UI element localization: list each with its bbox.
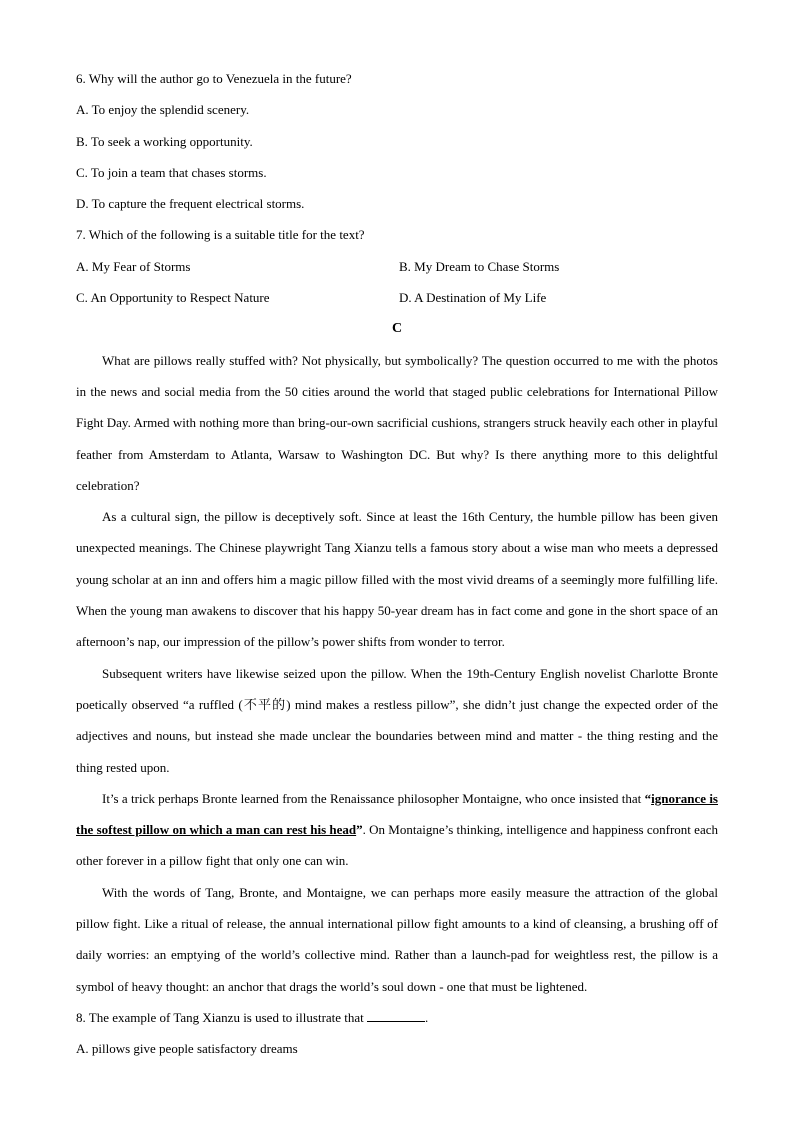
question-8-stem [76, 1002, 718, 1033]
passage-paragraph-4 [76, 783, 718, 877]
question-7-stem: 7. Which of the following is a suitable title for the text? [76, 227, 365, 243]
question-8-option-a: A. pillows give people satisfactory dreams [76, 1041, 298, 1057]
question-6-option-d: D. To capture the frequent electrical storms. [76, 196, 305, 212]
quote-close-mark: ” [356, 822, 363, 838]
question-6-option-a: A. To enjoy the splendid scenery. [76, 102, 250, 118]
question-7-options-row-1 [76, 251, 718, 282]
question-7-option-d: D. A Destination of My Life [399, 290, 547, 306]
question-8-stem-text: 8. The example of Tang Xianzu is used to illustrate that [76, 1009, 368, 1025]
question-7-option-b: B. My Dream to Chase Storms [399, 258, 560, 274]
passage-paragraph-2: As a cultural sign, the pillow is deceptively soft. Since at least the 16th Century, the humble pillow has been given unexpected meanings. The Chinese playwright Tang Xianzu tells a famous story about a wise man who meets a depressed young scholar at an inn and offers him a magic pillow filled with the most vivid dreams of a seemingly more fulfilling life. When the young man awakens to discover that his happy 50-year dream has in fact come and gone in the short space of an afternoon’s nap, our impression of the pillow’s power shifts from wonder to terror. [76, 509, 718, 650]
quote-open-mark: “ [644, 790, 652, 806]
passage-paragraph-1: What are pillows really stuffed with? Not physically, but symbolically? The question occurred to me with the photos in the news and social media from the 50 cities around the world that staged public celebrations for International Pillow Fight Day. Armed with nothing more than bring-our-own sacrificial cushions, strangers struck heavily each other in playful feather from Amsterdam to Atlanta, Warsaw to Washington DC. But why? Is there anything more to this delightful celebration? [76, 352, 718, 493]
question-6-option-b: B. To seek a working opportunity. [76, 133, 253, 149]
passage-paragraph-3: Subsequent writers have likewise seized upon the pillow. When the 19th-Century English novelist Charlotte Bronte poetically observed “a ruffled (不平的) mind makes a restless pillow”, she didn’t just change the expected order of the adjectives and nouns, but instead she made unclear the boundaries between mind and matter - the thing resting and the thing rested upon. [76, 665, 718, 775]
answer-blank [367, 1009, 425, 1022]
question-7-option-a: A. My Fear of Storms [76, 258, 191, 274]
question-6-stem: 6. Why will the author go to Venezuela in the future? [76, 71, 352, 86]
section-heading: C [391, 321, 403, 337]
quote-text: ignorance is the softest pillow on which a man can rest his head [76, 790, 718, 838]
paragraph-4-start: It’s a trick perhaps Bronte learned from the Renaissance philosopher Montaigne, who once insisted that [102, 790, 645, 806]
question-6-option-c: C. To join a team that chases storms. [76, 164, 267, 180]
question-8-stem-end: . [425, 1009, 429, 1025]
passage-paragraph-5: With the words of Tang, Bronte, and Montaigne, we can perhaps more easily measure the attraction of the global pillow fight. Like a ritual of release, the annual international pillow fight amounts to a kind of cleansing, a brushing off of daily worries: an emptying of the world’s collective mind. Rather than a launch-pad for weightless rest, the pillow is a symbol of heavy thought: an anchor that drags the world’s soul down - one that must be lightened. [76, 884, 718, 994]
question-7-options-row-2 [76, 282, 718, 313]
paragraph-4-end: . On Montaigne’s thinking, intelligence and happiness confront each other forever in a pillow fight that only one can win. [76, 822, 718, 869]
question-7-option-c: C. An Opportunity to Respect Nature [76, 290, 270, 306]
document-content [76, 63, 718, 1065]
